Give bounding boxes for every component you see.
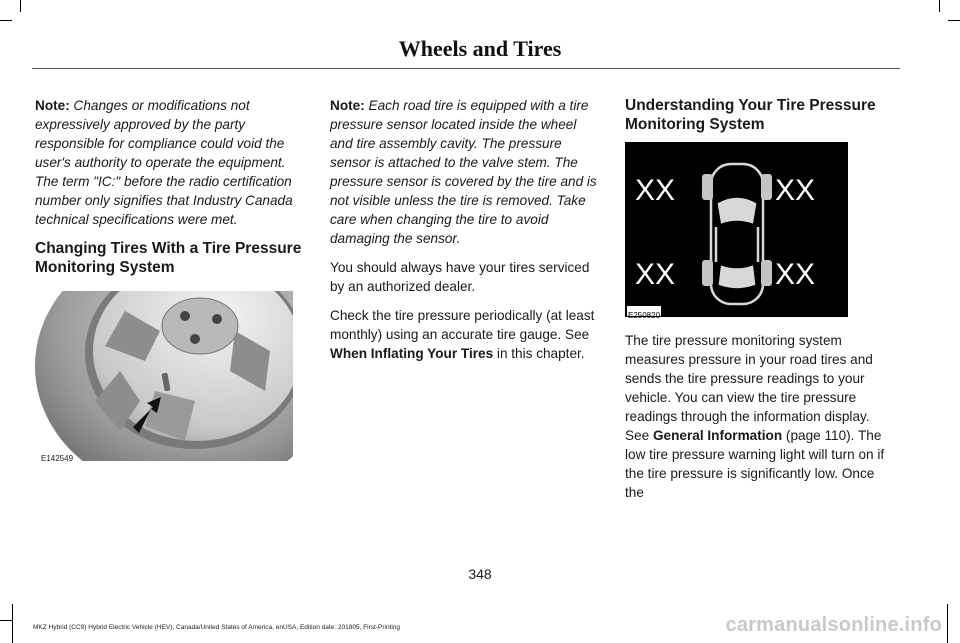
note-text: Each road tire is equipped with a tire pressure sensor located inside the wheel and tire assembly cavity. The pressure sensor is attached to the valve stem. The pressure sensor is covered by the tire and is not visible unless the tire is removed. Take care when changing the tire to avoid damaging the sensor.	[330, 98, 597, 246]
tpms-paragraph	[625, 331, 893, 502]
crop-mark	[0, 620, 12, 621]
crop-mark	[948, 20, 960, 21]
check-pressure-paragraph	[330, 306, 598, 363]
crop-mark	[12, 604, 13, 643]
tpms-display-figure	[625, 142, 848, 320]
page-title: Wheels and Tires	[398, 36, 562, 61]
wheel-illustration	[35, 291, 293, 461]
column-right	[625, 96, 893, 512]
section-heading-changing-tires: Changing Tires With a Tire Pressure Monitoring System	[35, 240, 302, 276]
crop-mark	[947, 604, 948, 643]
column-middle	[330, 96, 598, 373]
tire-pressure-front-right: XX	[775, 174, 816, 207]
note-paragraph	[330, 96, 598, 248]
cross-reference-link[interactable]: When Inflating Your Tires	[330, 346, 494, 361]
paragraph-text: The tire pressure monitoring system measures pressure in your road tires and sends the tire pressure readings to your vehicle. You can view the tire pressure readings through the information display. See	[625, 333, 873, 443]
paragraph-text: Check the tire pressure periodically (at least monthly) using an accurate tire gauge. See	[330, 308, 595, 342]
section-heading-understanding-tpms: Understanding Your Tire Pressure Monitoring System	[625, 97, 876, 133]
figure-code: E142549	[41, 454, 74, 463]
page-number: 348	[468, 566, 492, 582]
service-paragraph: You should always have your tires serviced by an authorized dealer.	[330, 260, 590, 294]
document-info: MKZ Hybrid (CC9) Hybrid Electric Vehicle (HEV), Canada/United States of America, enUSA, Edition date: 201805, First-Printing	[33, 624, 401, 631]
note-label: Note:	[330, 98, 365, 113]
tire-pressure-rear-right: XX	[775, 258, 816, 291]
cross-reference-link[interactable]: General Information	[652, 428, 783, 443]
tire-pressure-front-left: XX	[635, 174, 676, 207]
paragraph-text: in this chapter.	[493, 346, 585, 361]
paragraph-text: (page 110). The low tire pressure warning light will turn on if the tire pressure is significantly low. Once the	[625, 428, 885, 500]
tire-pressure-rear-left: XX	[635, 258, 676, 291]
note-paragraph	[35, 96, 303, 229]
figure-code: E250820	[628, 311, 661, 320]
tpms-display-illustration	[625, 142, 848, 317]
crop-mark	[939, 0, 940, 12]
header-divider	[32, 68, 900, 69]
crop-mark	[0, 20, 12, 21]
column-left	[35, 96, 303, 461]
watermark: carmanualsonline.info	[725, 614, 942, 636]
note-text: Changes or modifications not expressively approved by the party responsible for compliance could void the user's authority to operate the equipment. The term "IC:" before the radio certification number only signifies that Industry Canada technical specifications were met.	[35, 98, 293, 227]
wheel-valve-figure	[35, 291, 293, 461]
note-label: Note:	[35, 98, 70, 113]
crop-mark	[20, 0, 21, 12]
